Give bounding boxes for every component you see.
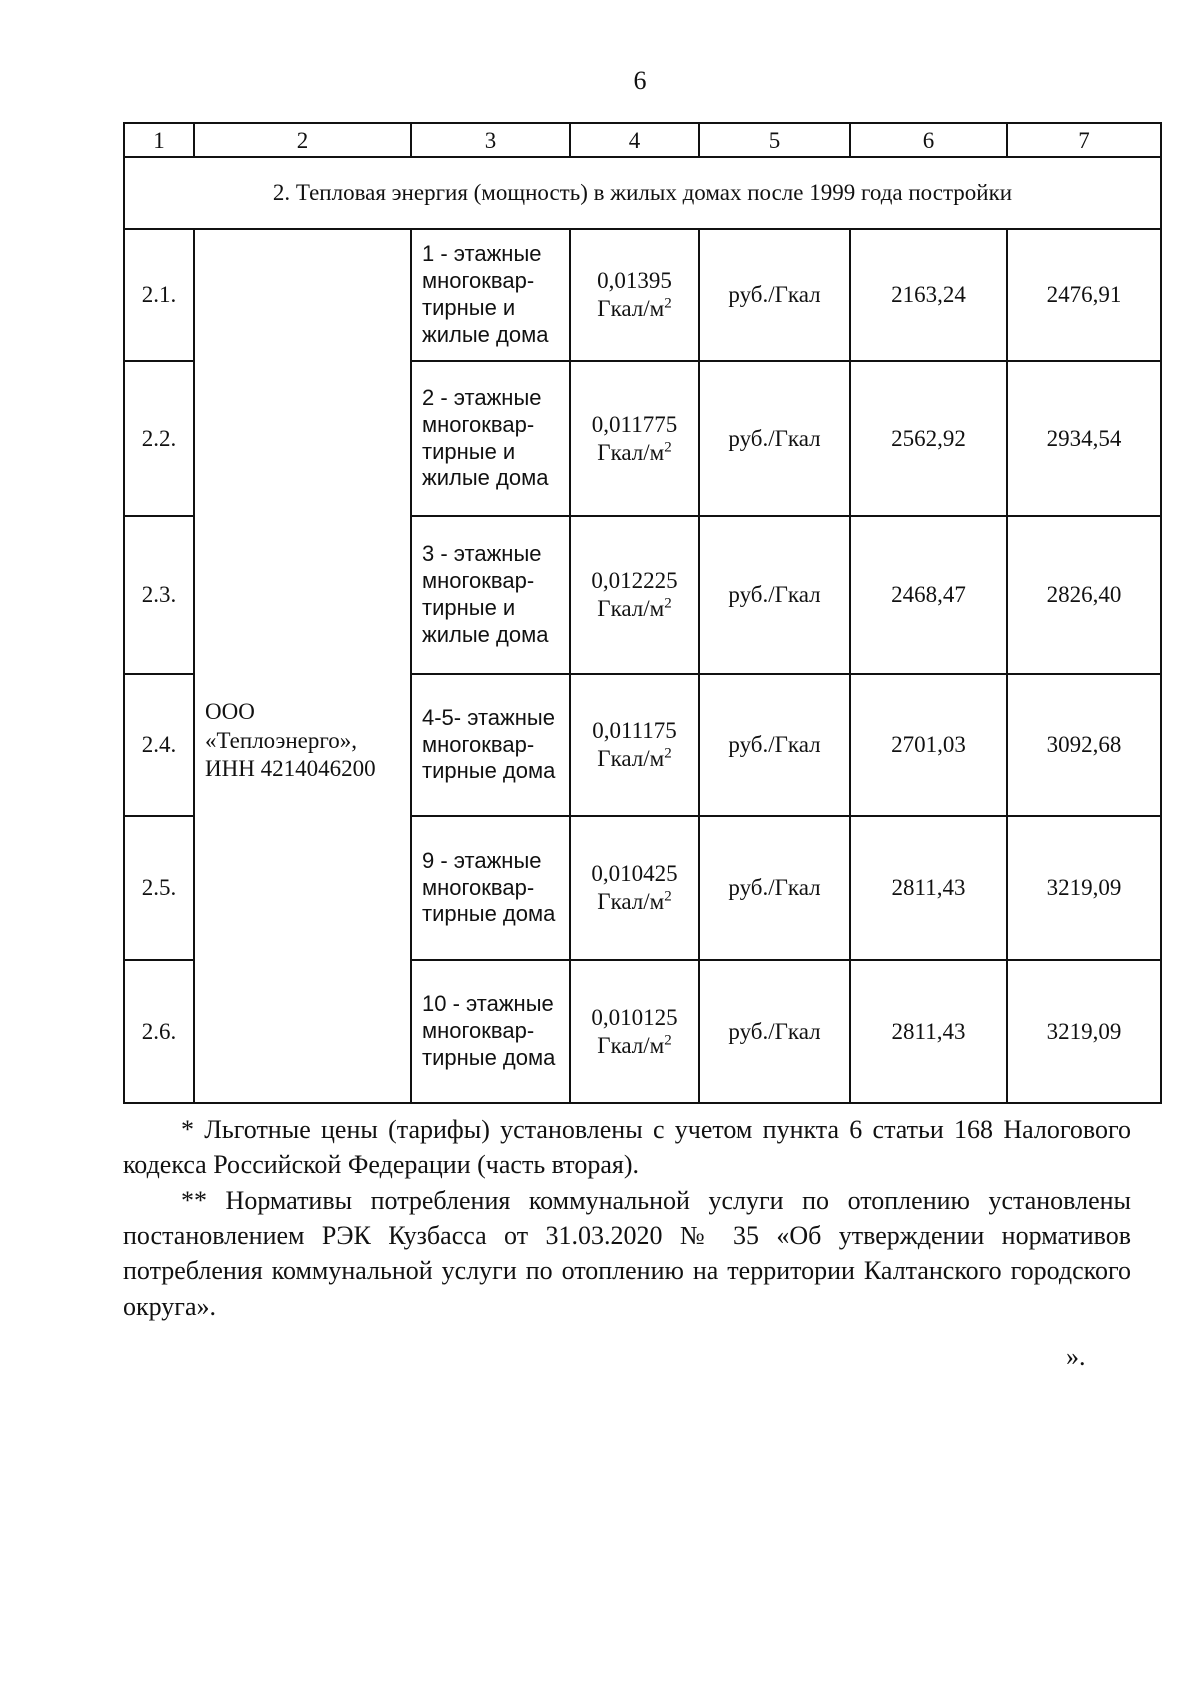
price-col6: 2811,43: [850, 960, 1007, 1103]
building-type: [411, 229, 570, 361]
norm-value: 0,011175: [592, 718, 677, 744]
building-type: [411, 674, 570, 816]
desc-line: 4-5- этажные: [422, 704, 555, 730]
norm-unit: Гкал/м: [597, 1032, 665, 1058]
consumption-norm: [570, 229, 699, 361]
organization-cell: [194, 229, 411, 1103]
row-number: 2.2.: [124, 361, 194, 516]
price-col6: 2811,43: [850, 816, 1007, 960]
consumption-norm: [570, 674, 699, 816]
desc-line: жилые дома: [422, 465, 549, 491]
consumption-norm: [570, 361, 699, 516]
header-cell-4: 4: [570, 123, 699, 157]
price-col7: 2476,91: [1007, 229, 1161, 361]
norm-unit: Гкал/м: [597, 746, 665, 771]
norm-unit: Гкал/м: [597, 596, 665, 621]
header-cell-1: 1: [124, 123, 194, 157]
section-title: 2. Тепловая энергия (мощность) в жилых домах после 1999 года постройки: [124, 157, 1161, 229]
row-number: 2.4.: [124, 674, 194, 816]
price-col7: 3219,09: [1007, 960, 1161, 1103]
desc-line: 10 - этажные: [422, 991, 554, 1017]
table-row: [124, 229, 1161, 361]
consumption-norm: [570, 960, 699, 1103]
price-col7: 2934,54: [1007, 361, 1161, 516]
organization-inn: ИНН 4214046200: [205, 756, 376, 782]
price-col6: 2701,03: [850, 674, 1007, 816]
unit-cell: руб./Гкал: [699, 674, 850, 816]
desc-line: жилые дома: [422, 621, 549, 647]
desc-line: тирные дома: [422, 901, 556, 927]
norm-unit-sup: 2: [664, 438, 672, 455]
table-header-row: [124, 123, 1161, 157]
building-type: [411, 361, 570, 516]
row-number: 2.5.: [124, 816, 194, 960]
desc-line: 1 - этажные: [422, 241, 542, 267]
row-number: 2.1.: [124, 229, 194, 361]
unit-cell: руб./Гкал: [699, 516, 850, 674]
price-col6: 2163,24: [850, 229, 1007, 361]
norm-value: 0,010125: [591, 1004, 678, 1030]
norm-unit-sup: 2: [664, 745, 672, 762]
footnotes: [123, 1112, 1131, 1324]
unit-cell: руб./Гкал: [699, 229, 850, 361]
norm-unit-sup: 2: [664, 295, 672, 312]
price-col7: 3219,09: [1007, 816, 1161, 960]
header-cell-6: 6: [850, 123, 1007, 157]
section-row: [124, 157, 1161, 229]
header-cell-2: 2: [194, 123, 411, 157]
desc-line: тирные и: [422, 595, 516, 620]
norm-unit-sup: 2: [664, 1031, 672, 1048]
norm-unit: Гкал/м: [597, 889, 665, 914]
consumption-norm: [570, 816, 699, 960]
desc-line: многоквар-: [422, 874, 535, 900]
unit-cell: руб./Гкал: [699, 816, 850, 960]
norm-value: 0,012225: [591, 568, 678, 594]
desc-line: жилые дома: [422, 321, 549, 347]
header-cell-5: 5: [699, 123, 850, 157]
price-col6: 2562,92: [850, 361, 1007, 516]
row-number: 2.3.: [124, 516, 194, 674]
unit-cell: руб./Гкал: [699, 960, 850, 1103]
desc-line: тирные дома: [422, 1044, 556, 1070]
header-cell-3: 3: [411, 123, 570, 157]
page-number: 6: [633, 66, 647, 95]
organization-line-1: ООО: [205, 698, 255, 724]
price-col7: 3092,68: [1007, 674, 1161, 816]
desc-line: многоквар-: [422, 1018, 535, 1044]
desc-line: 9 - этажные: [422, 847, 542, 873]
closing-quote-mark: ».: [1066, 1342, 1086, 1371]
unit-cell: руб./Гкал: [699, 361, 850, 516]
organization-name: «Теплоэнерго»,: [205, 727, 357, 753]
desc-line: многоквар-: [422, 411, 535, 437]
building-type: [411, 960, 570, 1103]
desc-line: 2 - этажные: [422, 384, 542, 410]
footnote-2: ** Нормативы потребления коммунальной услуги по отоплению установлены постановлением РЭК Кузбасса от 31.03.2020 № 35 «Об утверждении нормативов потребления коммунальной услуги по отоплению на территории Калтанского городского округа».: [123, 1185, 1131, 1321]
consumption-norm: [570, 516, 699, 674]
desc-line: тирные дома: [422, 758, 556, 784]
building-type: [411, 516, 570, 674]
desc-line: тирные и: [422, 438, 516, 464]
desc-line: многоквар-: [422, 731, 535, 757]
desc-line: 3 - этажные: [422, 541, 542, 567]
desc-line: многоквар-: [422, 568, 535, 594]
price-col6: 2468,47: [850, 516, 1007, 674]
footnote-1: * Льготные цены (тарифы) установлены с учетом пункта 6 статьи 168 Налогового кодекса Российской Федерации (часть вторая).: [123, 1115, 1131, 1180]
norm-value: 0,010425: [591, 861, 678, 887]
norm-unit: Гкал/м: [597, 296, 665, 321]
building-type: [411, 816, 570, 960]
norm-value: 0,011775: [591, 411, 678, 437]
desc-line: тирные и: [422, 295, 516, 320]
row-number: 2.6.: [124, 960, 194, 1103]
tariff-table: [123, 122, 1162, 1104]
norm-unit-sup: 2: [664, 595, 672, 612]
header-cell-7: 7: [1007, 123, 1161, 157]
price-col7: 2826,40: [1007, 516, 1161, 674]
norm-unit: Гкал/м: [597, 439, 665, 465]
norm-value: 0,01395: [597, 268, 672, 294]
desc-line: многоквар-: [422, 268, 535, 294]
norm-unit-sup: 2: [664, 888, 672, 905]
